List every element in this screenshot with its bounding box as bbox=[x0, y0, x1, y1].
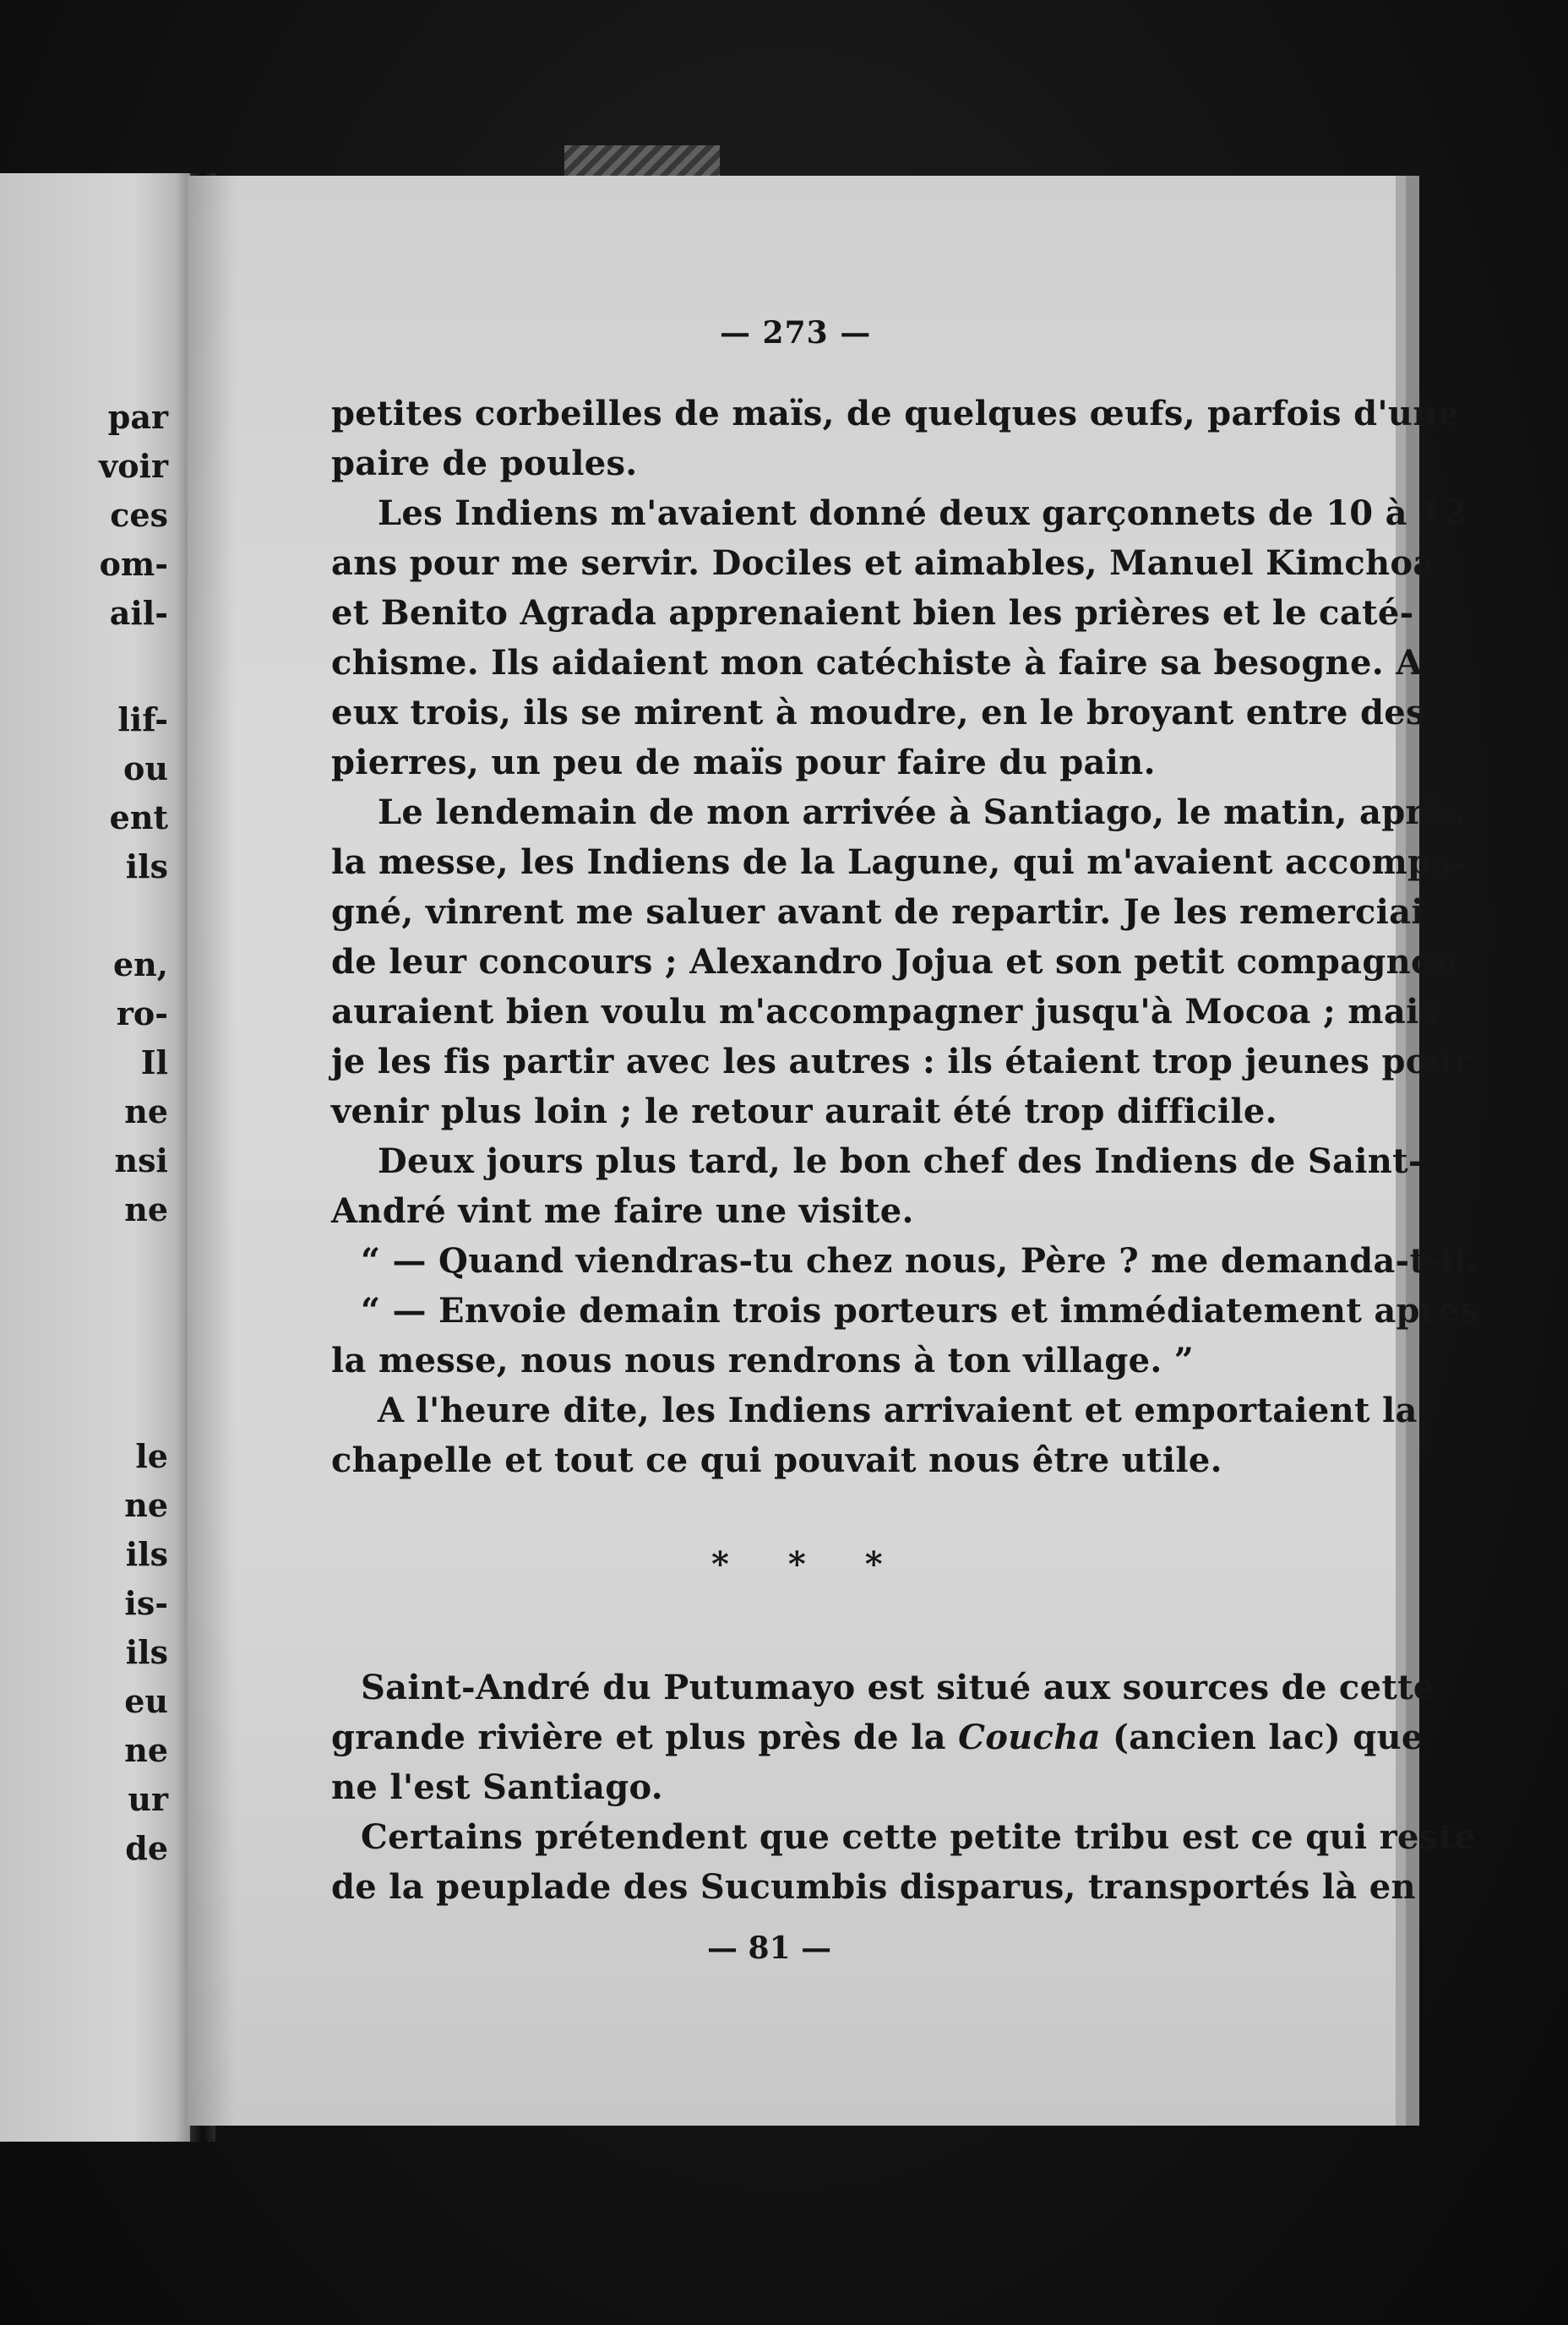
text-line: chapelle et tout ce qui pouvait nous être utile. bbox=[331, 1440, 1222, 1480]
page-number-header: — 273 — bbox=[720, 315, 872, 351]
left-fragment: ne bbox=[124, 1190, 168, 1228]
left-fragment: ils bbox=[125, 847, 168, 885]
text-line bbox=[331, 1718, 1424, 1757]
text-line: Les Indiens m'avaient donné deux garçonnets de 10 à 12 bbox=[378, 493, 1467, 533]
text-line: ans pour me servir. Dociles et aimables, Manuel Kimchoa bbox=[331, 543, 1435, 583]
left-fragment: ro- bbox=[116, 994, 168, 1032]
text-line: venir plus loin ; le retour aurait été trop difficile. bbox=[331, 1092, 1277, 1131]
right-page bbox=[188, 176, 1479, 2126]
text-line: et Benito Agrada apprenaient bien les prières et le caté- bbox=[331, 593, 1414, 633]
text-line: je les fis partir avec les autres : ils étaient trop jeunes pour bbox=[331, 1042, 1472, 1081]
left-fragment: ail- bbox=[109, 594, 168, 632]
text-line: de la peuplade des Sucumbis disparus, transportés là en bbox=[331, 1867, 1416, 1907]
left-fragment: voir bbox=[99, 447, 168, 485]
text-line: eux trois, ils se mirent à moudre, en le broyant entre des bbox=[331, 693, 1425, 732]
text-line: chisme. Ils aidaient mon catéchiste à faire sa besogne. A bbox=[331, 643, 1423, 683]
text-line: de leur concours ; Alexandro Jojua et son petit compagnon bbox=[331, 942, 1459, 982]
left-fragment: ou bbox=[123, 749, 168, 787]
italic-term: Coucha bbox=[958, 1718, 1101, 1757]
left-fragment: de bbox=[125, 1829, 168, 1867]
text-line: Deux jours plus tard, le bon chef des Indiens de Saint- bbox=[378, 1141, 1423, 1181]
left-fragment: lif- bbox=[117, 700, 168, 738]
left-fragment: eu bbox=[124, 1682, 168, 1720]
text-segment: (ancien lac) que bbox=[1100, 1718, 1424, 1757]
left-fragment: ils bbox=[125, 1535, 168, 1573]
left-fragment: ent bbox=[109, 798, 168, 836]
text-line: ne l'est Santiago. bbox=[331, 1767, 664, 1807]
text-line: A l'heure dite, les Indiens arrivaient et emportaient la bbox=[378, 1391, 1418, 1430]
left-page bbox=[0, 173, 190, 2142]
left-fragment: ces bbox=[110, 496, 168, 534]
left-fragment: en, bbox=[112, 945, 168, 983]
page-number-footer: — 81 — bbox=[707, 1930, 832, 1966]
left-fragment: ne bbox=[124, 1731, 168, 1769]
left-fragment: om- bbox=[99, 545, 168, 583]
left-fragment: nsi bbox=[114, 1141, 168, 1179]
left-fragment: le bbox=[135, 1437, 168, 1475]
text-line: pierres, un peu de maïs pour faire du pain. bbox=[331, 743, 1156, 782]
left-fragment: is- bbox=[124, 1584, 168, 1622]
text-line: Certains prétendent que cette petite tribu est ce qui reste bbox=[361, 1817, 1477, 1857]
left-fragment: ils bbox=[125, 1633, 168, 1671]
left-fragment: ur bbox=[128, 1780, 168, 1818]
text-line: petites corbeilles de maïs, de quelques œufs, parfois d'une bbox=[331, 394, 1460, 433]
text-line: la messe, nous nous rendrons à ton village. ” bbox=[331, 1341, 1195, 1380]
text-line: “ — Envoie demain trois porteurs et immédiatement après bbox=[361, 1291, 1479, 1331]
section-separator: * * * bbox=[711, 1544, 906, 1584]
text-line: gné, vinrent me saluer avant de repartir. Je les remerciai bbox=[331, 892, 1424, 932]
text-line: “ — Quand viendras-tu chez nous, Père ? me demanda-t-il. bbox=[361, 1241, 1478, 1281]
text-line: auraient bien voulu m'accompagner jusqu'à Mocoa ; mais bbox=[331, 992, 1439, 1032]
left-fragment: ne bbox=[124, 1486, 168, 1524]
left-fragment: Il bbox=[140, 1043, 168, 1081]
text-line: André vint me faire une visite. bbox=[331, 1191, 914, 1231]
text-line: la messe, les Indiens de la Lagune, qui m'avaient accompa- bbox=[331, 842, 1468, 882]
text-segment: grande rivière et plus près de la bbox=[331, 1718, 959, 1757]
left-fragment: ne bbox=[124, 1092, 168, 1130]
left-fragment: par bbox=[107, 398, 168, 436]
text-line: Le lendemain de mon arrivée à Santiago, le matin, après bbox=[378, 792, 1465, 832]
text-line: paire de poules. bbox=[331, 444, 638, 483]
text-line: Saint-André du Putumayo est situé aux sources de cette bbox=[361, 1668, 1435, 1707]
